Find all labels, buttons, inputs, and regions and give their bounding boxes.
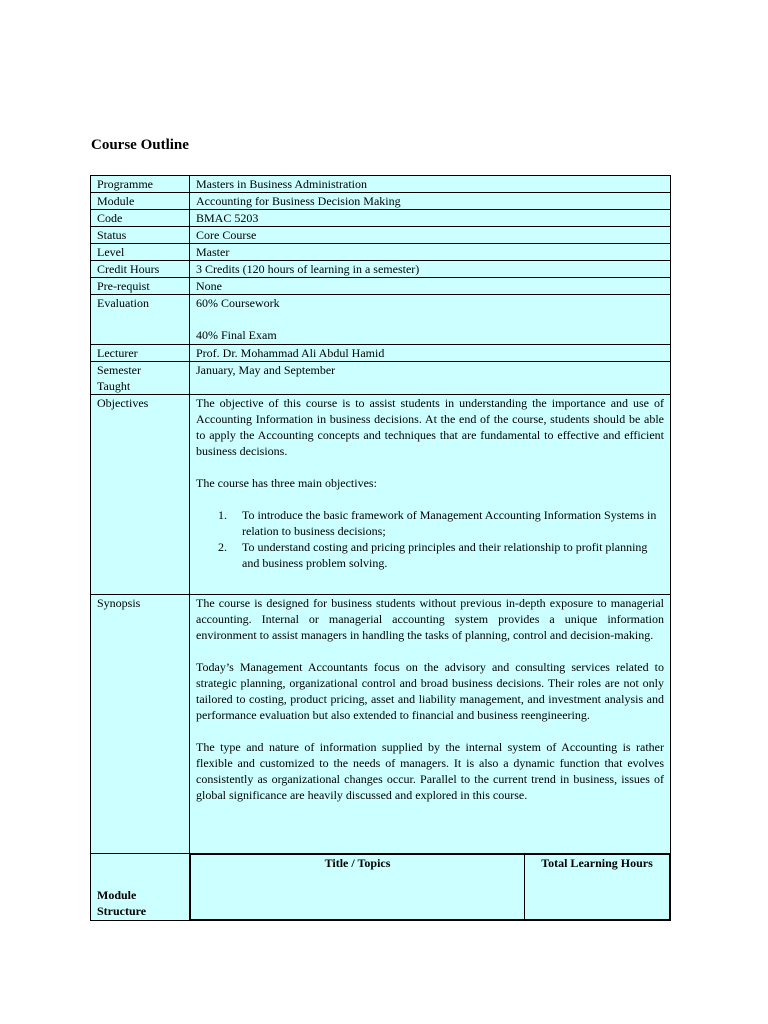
programme-label: Programme (91, 176, 190, 193)
evaluation-coursework: 60% Coursework (196, 296, 280, 310)
prerequisite-label: Pre-requist (91, 278, 190, 295)
evaluation-exam: 40% Final Exam (196, 328, 277, 342)
objective-number: 1. (218, 508, 227, 522)
lecturer-value: Prof. Dr. Mohammad Ali Abdul Hamid (190, 345, 671, 362)
synopsis-label: Synopsis (91, 595, 190, 854)
synopsis-content (190, 595, 671, 854)
module-structure-header (190, 854, 671, 921)
total-learning-hours-header: Total Learning Hours (525, 855, 670, 920)
row-level (91, 244, 671, 261)
objectives-lead: The course has three main objectives: (196, 476, 377, 490)
semester-label-line1: Semester (97, 363, 141, 377)
evaluation-value (190, 295, 671, 345)
evaluation-label: Evaluation (91, 295, 190, 345)
module-label: Module (91, 193, 190, 210)
row-credit-hours (91, 261, 671, 278)
course-outline-table (90, 175, 671, 921)
code-label: Code (91, 210, 190, 227)
level-value: Master (190, 244, 671, 261)
level-label: Level (91, 244, 190, 261)
credit-hours-label: Credit Hours (91, 261, 190, 278)
row-evaluation (91, 295, 671, 345)
module-structure-label (91, 854, 190, 921)
status-value: Core Course (190, 227, 671, 244)
row-status (91, 227, 671, 244)
objectives-intro: The objective of this course is to assist students in understanding the importance and use of Accounting Information in business decisions. At the end of the course, students should be able to apply the Accounting concepts and techniques that are fundamental to effective and efficient business decisions. (196, 396, 664, 458)
objective-number: 2. (218, 540, 227, 554)
row-synopsis (91, 595, 671, 854)
row-module (91, 193, 671, 210)
lecturer-label: Lecturer (91, 345, 190, 362)
module-structure-line1: Module (97, 888, 137, 902)
synopsis-paragraph: The course is designed for business students without previous in-depth exposure to managerial accounting. Internal or managerial accounting system provides a unique information environment to assist managers in handling the tasks of planning, control and decision-making. (196, 596, 664, 642)
row-programme (91, 176, 671, 193)
code-value: BMAC 5203 (190, 210, 671, 227)
title-topics-header: Title / Topics (191, 855, 525, 920)
objective-text: To understand costing and pricing principles and their relationship to profit planning and business problem solving. (242, 540, 648, 570)
objective-item (218, 507, 664, 539)
semester-taught-label (91, 362, 190, 395)
row-prerequisite (91, 278, 671, 295)
objectives-label: Objectives (91, 395, 190, 595)
synopsis-paragraph: Today’s Management Accountants focus on the advisory and consulting services related to strategic planning, organizational control and broad business decisions. Their roles are not only tailored to costing, product pricing, asset and liability management, and investment analysis and performance evaluation but also extended to financial and business reengineering. (196, 660, 664, 722)
row-lecturer (91, 345, 671, 362)
row-semester-taught (91, 362, 671, 395)
semester-label-line2: Taught (97, 379, 131, 393)
objective-item (218, 539, 664, 571)
objectives-list (196, 507, 664, 571)
prerequisite-value: None (190, 278, 671, 295)
synopsis-paragraph: The type and nature of information supplied by the internal system of Accounting is rather flexible and customized to the needs of managers. It is also a dynamic function that evolves consistently as organizational changes occur. Parallel to the current trend in business, issues of global significance are heavily discussed and explored in this course. (196, 740, 664, 802)
row-module-structure (91, 854, 671, 921)
row-objectives (91, 395, 671, 595)
status-label: Status (91, 227, 190, 244)
module-structure-line2: Structure (97, 904, 147, 918)
programme-value: Masters in Business Administration (190, 176, 671, 193)
objectives-content (190, 395, 671, 595)
module-value: Accounting for Business Decision Making (190, 193, 671, 210)
row-code (91, 210, 671, 227)
page-title: Course Outline (91, 137, 189, 153)
credit-hours-value: 3 Credits (120 hours of learning in a semester) (190, 261, 671, 278)
semester-taught-value: January, May and September (190, 362, 671, 395)
objective-text: To introduce the basic framework of Management Accounting Information Systems in relation to business decisions; (242, 508, 657, 538)
